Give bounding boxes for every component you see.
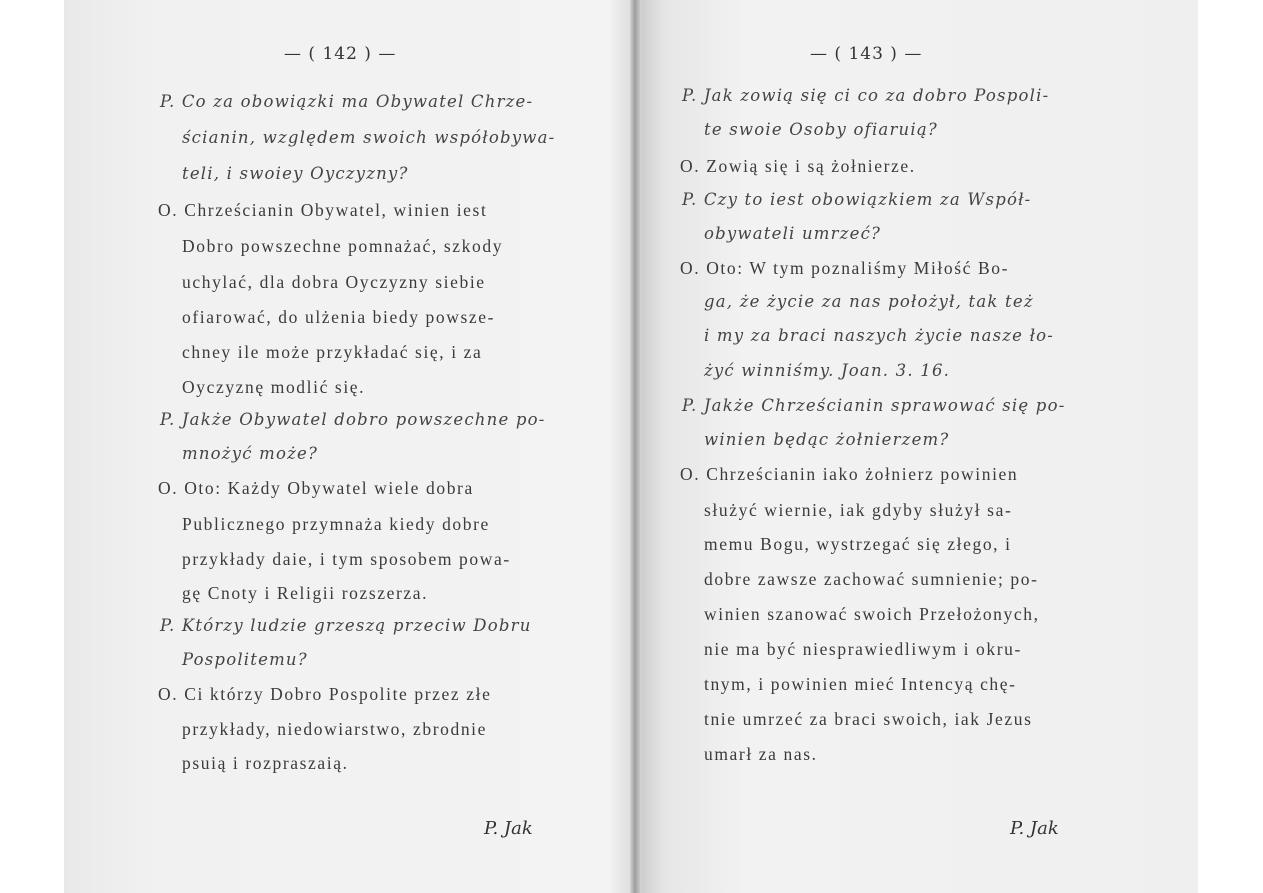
text-line: i my za braci naszych życie nasze ło- [704,326,1055,345]
text-line: winien będąc żołnierzem? [704,430,950,449]
text-line: gę Cnoty i Religii rozszerza. [182,583,429,603]
page-number-header: — ( 143 ) — [810,44,923,64]
text-line: mnożyć może? [182,444,318,463]
text-line: winien szanować swoich Przełożonych, [704,604,1040,624]
text-line: ofiarować, do ulżenia biedy powsze- [182,307,496,327]
text-line: P. Co za obowiązki ma Obywatel Chrze- [160,92,534,111]
catchword: P. Jak [484,818,533,839]
text-line: przykłady, niedowiarstwo, zbrodnie [182,719,487,739]
text-line: teli, i swoiey Oyczyzny? [182,164,409,183]
text-line: memu Bogu, wystrzegać się złego, i [704,534,1012,554]
text-line: Pospolitemu? [182,650,308,669]
text-line: dobre zawsze zachować sumnienie; po- [704,569,1039,589]
text-line: O. Ci którzy Dobro Pospolite przez złe [158,684,492,704]
text-line: tnym, i powinien mieć Intencyą chę- [704,674,1017,694]
text-line: O. Chrześcianin Obywatel, winien iest [158,200,488,220]
text-line: służyć wiernie, iak gdyby służył sa- [704,500,1013,520]
text-line: O. Chrześcianin iako żołnierz powinien [680,464,1019,484]
text-line: P. Którzy ludzie grzeszą przeciw Dobru [160,616,532,635]
text-line: O. Zowią się i są żołnierze. [680,156,916,176]
book-gutter [630,0,640,893]
text-line: tnie umrzeć za braci swoich, iak Jezus [704,709,1033,729]
text-line: przykłady daie, i tym sposobem powa- [182,549,511,569]
left-page [64,0,630,893]
right-page [640,0,1198,893]
text-line: P. Jakże Chrześcianin sprawować się po- [682,396,1066,415]
text-line: Oyczyznę modlić się. [182,377,366,397]
text-line: P. Jak zowią się ci co za dobro Pospoli- [682,86,1050,105]
text-line: żyć winniśmy. Joan. 3. 16. [704,361,951,380]
text-line: obywateli umrzeć? [704,224,882,243]
text-line: P. Jakże Obywatel dobro powszechne po- [160,410,546,429]
text-line: O. Oto: Każdy Obywatel wiele dobra [158,478,474,498]
text-line: te swoie Osoby ofiaruią? [704,120,938,139]
text-line: psuią i rozpraszaią. [182,753,349,773]
book-spread [64,0,1198,893]
text-line: Dobro powszechne pomnażać, szkody [182,236,504,256]
text-line: O. Oto: W tym poznaliśmy Miłość Bo- [680,258,1010,278]
text-line: ścianin, względem swoich współobywa- [182,128,556,147]
text-line: uchylać, dla dobra Oyczyzny siebie [182,272,486,292]
text-line: Publicznego przymnaża kiedy dobre [182,514,490,534]
text-line: P. Czy to iest obowiązkiem za Współ- [682,190,1032,209]
page-number-header: — ( 142 ) — [284,44,397,64]
text-line: nie ma być niesprawiedliwym i okru- [704,639,1022,659]
text-line: ga, że życie za nas położył, tak też [704,292,1034,311]
text-line: umarł za nas. [704,744,818,764]
catchword: P. Jak [1010,818,1059,839]
text-line: chney ile może przykładać się, i za [182,342,483,362]
